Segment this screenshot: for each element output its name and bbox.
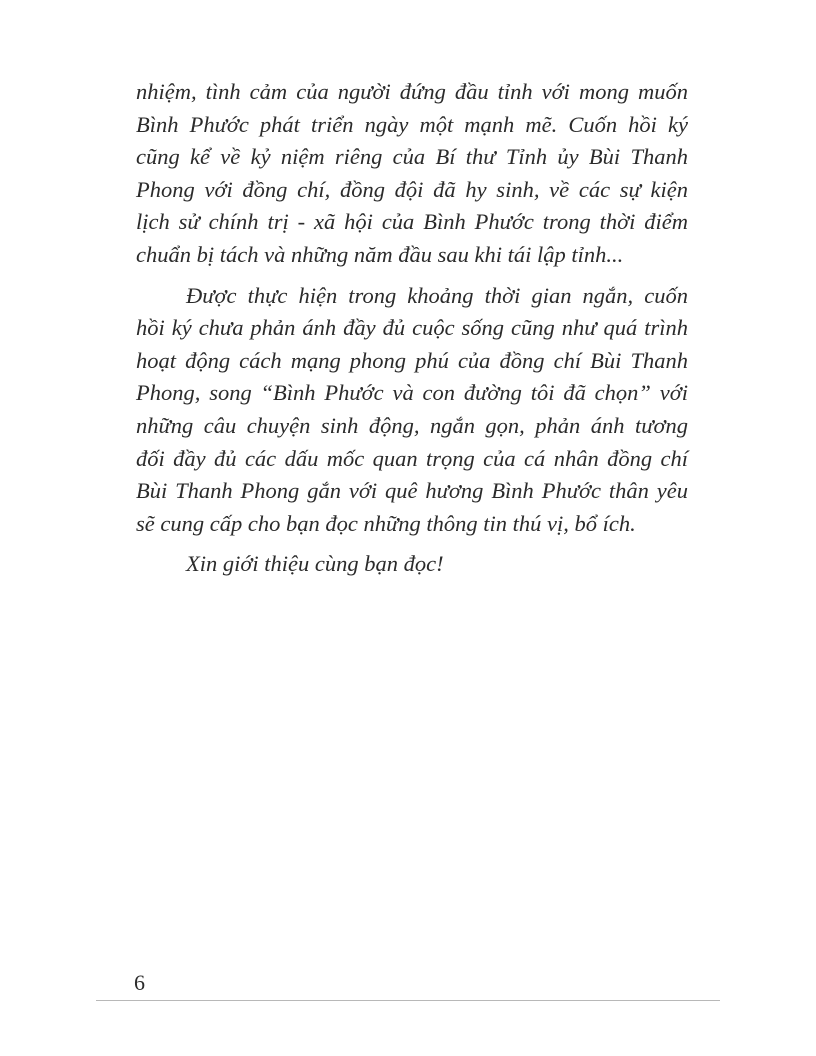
page-number: 6 <box>134 970 145 995</box>
footer-divider <box>96 1000 720 1001</box>
text-line: đối đầy đủ các dấu mốc quan trọng của cá nhân đồng chí <box>136 445 688 471</box>
text-line: Được thực hiện trong khoảng thời gian ngắn, cuốn <box>186 282 688 308</box>
text-line: hoạt động cách mạng phong phú của đồng chí Bùi Thanh <box>136 347 688 373</box>
text-line: lịch sử chính trị - xã hội của Bình Phước trong thời điểm <box>136 209 688 235</box>
text-line: chuẩn bị tách và những năm đầu sau khi tái lập tỉnh... <box>136 241 624 267</box>
text-line: Phong, song “Bình Phước và con đường tôi đã chọn” với <box>136 380 688 406</box>
paragraph-spacer <box>136 540 688 548</box>
paragraph-2 <box>136 280 688 541</box>
paragraph-spacer <box>136 272 688 280</box>
paragraph-3 <box>136 548 688 581</box>
text-line: hồi ký chưa phản ánh đầy đủ cuộc sống cũng như quá trình <box>136 315 688 341</box>
text-line: Bùi Thanh Phong gắn với quê hương Bình Phước thân yêu <box>136 478 688 504</box>
paragraph-1 <box>136 76 688 272</box>
text-line: sẽ cung cấp cho bạn đọc những thông tin thú vị, bổ ích. <box>136 510 636 536</box>
text-line: cũng kể về kỷ niệm riêng của Bí thư Tỉnh ủy Bùi Thanh <box>136 144 688 170</box>
body-text <box>136 76 688 581</box>
text-line: Bình Phước phát triển ngày một mạnh mẽ. Cuốn hồi ký <box>136 111 688 137</box>
text-line: nhiệm, tình cảm của người đứng đầu tỉnh với mong muốn <box>136 79 688 104</box>
text-line: Xin giới thiệu cùng bạn đọc! <box>186 551 444 577</box>
text-line: Phong với đồng chí, đồng đội đã hy sinh, về các sự kiện <box>136 176 688 202</box>
text-line: những câu chuyện sinh động, ngắn gọn, phản ánh tương <box>136 412 688 438</box>
